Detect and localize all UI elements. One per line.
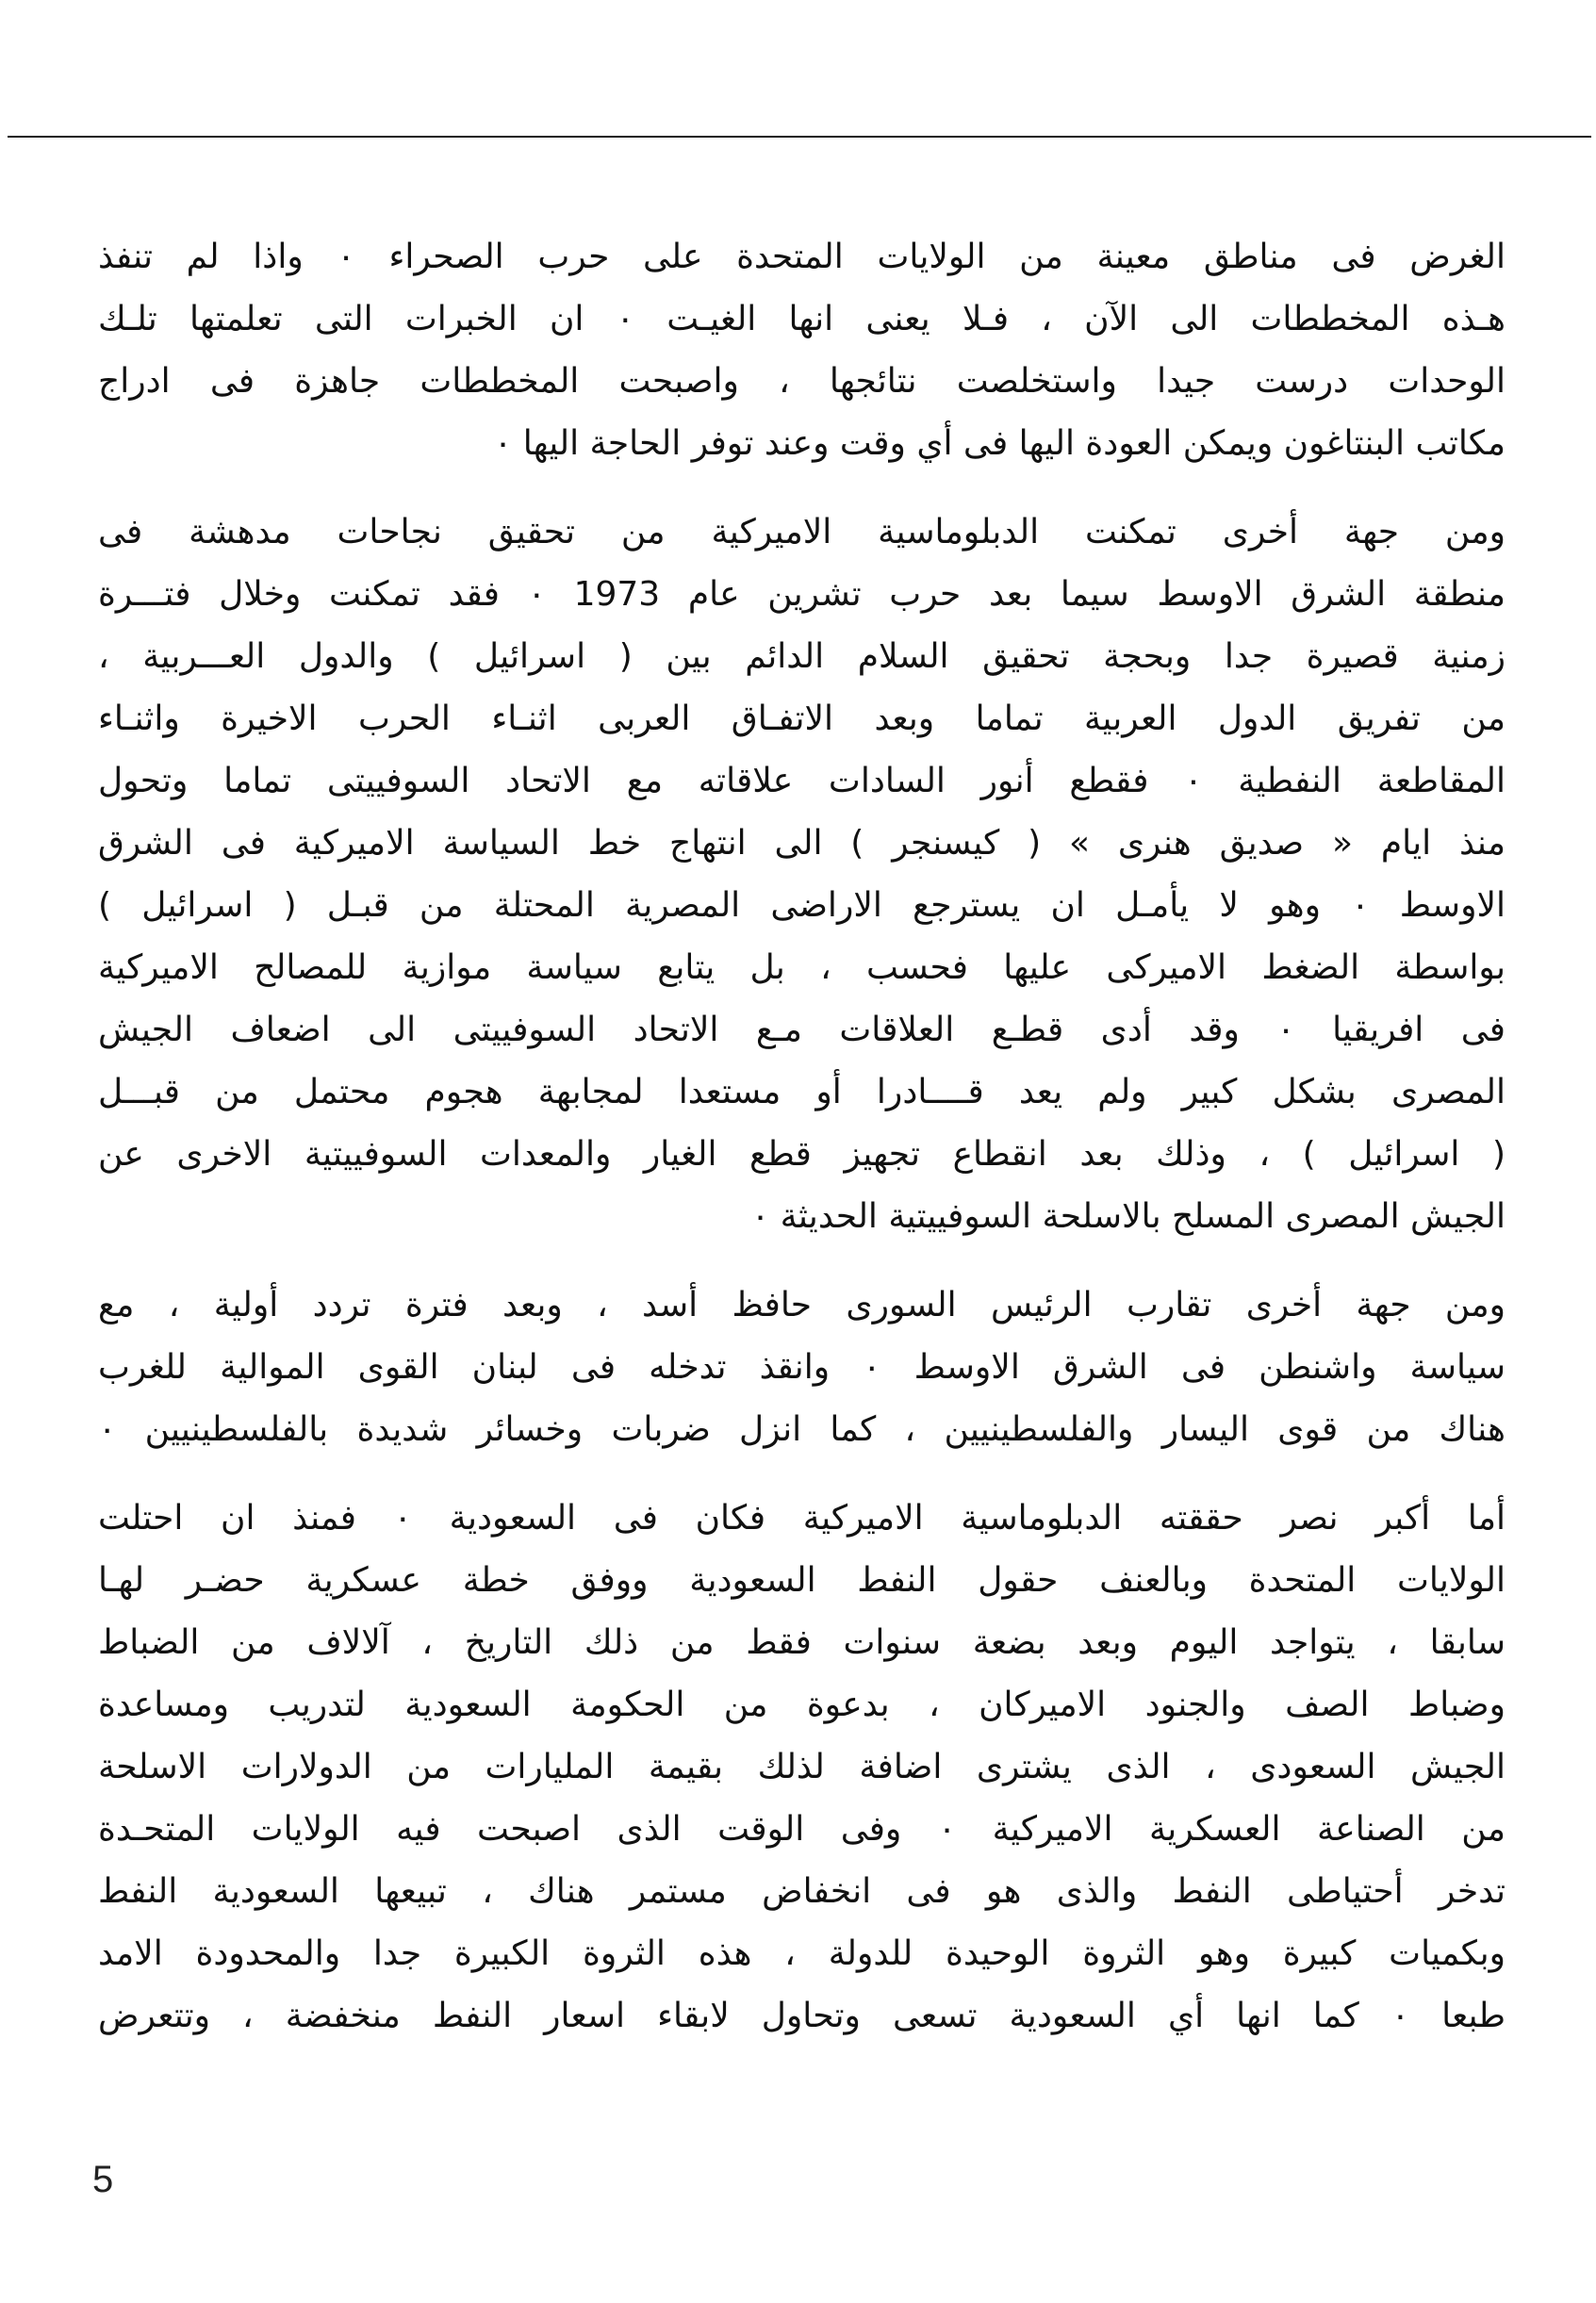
text-line: المصرى بشكل كبير ولم يعد قــــادرا أو مستعدا لمجابهة هجوم محتمل من قبـــل bbox=[98, 1073, 1506, 1111]
text-line: ومن جهة أخرى تمكنت الدبلوماسية الاميركية من تحقيق نجاحات مدهشة فى bbox=[98, 513, 1506, 551]
text-line: بواسطة الضغط الاميركى عليها فحسب ، بل يتابع سياسة موازية للمصالح الاميركية bbox=[98, 948, 1506, 987]
text-line: هناك من قوى اليسار والفلسطينيين ، كما انزل ضربات وخسائر شديدة بالفلسطينيين ٠ bbox=[98, 1410, 1506, 1449]
text-line: مكاتب البنتاغون ويمكن العودة اليها فى أي وقت وعند توفر الحاجة اليها ٠ bbox=[493, 424, 1506, 463]
text-line: وضباط الصف والجنود الاميركان ، بدعوة من الحكومة السعودية لتدريب ومساعدة bbox=[98, 1686, 1506, 1724]
paragraph-2 bbox=[98, 502, 1506, 1248]
text-line: الولايات المتحدة وبالعنف حقول النفط السعودية ووفق خطة عسكرية حضـر لهـا bbox=[98, 1561, 1506, 1600]
text-line: تدخر أحتياطى النفط والذى هو فى انخفاض مستمر هناك ، تبيعها السعودية النفط bbox=[98, 1872, 1506, 1911]
text-line: الجيش المصرى المسلح بالاسلحة السوفييتية الحديثة ٠ bbox=[750, 1197, 1506, 1236]
text-line: ومن جهة أخرى تقارب الرئيس السورى حافظ أسد ، وبعد فترة تردد أولية ، مع bbox=[98, 1286, 1506, 1324]
text-line: طبعا ٠ كما انها أي السعودية تسعى وتحاول لابقاء اسعار النفط منخفضة ، وتتعرض bbox=[98, 1997, 1506, 2035]
text-line: سابقا ، يتواجد اليوم وبعد بضعة سنوات فقط من ذلك التاريخ ، آلالاف من الضباط bbox=[98, 1623, 1506, 1662]
text-line: الغرض فى مناطق معينة من الولايات المتحدة على حرب الصحراء ٠ واذا لم تنفذ bbox=[98, 238, 1506, 276]
text-line: زمنية قصيرة جدا وبحجة تحقيق السلام الدائم بين ( اسرائيل ) والدول العـــربية ، bbox=[98, 637, 1506, 676]
paragraph-4 bbox=[98, 1488, 1506, 2048]
text-line: سياسة واشنطن فى الشرق الاوسط ٠ وانقذ تدخله فى لبنان القوى الموالية للغرب bbox=[98, 1348, 1506, 1387]
text-line: هـذه المخططات الى الآن ، فـلا يعنى انها الغيـت ٠ ان الخبرات التى تعلمتها تلـك bbox=[98, 300, 1506, 338]
text-line: الاوسط ٠ وهو لا يأمـل ان يسترجع الاراضى المصرية المحتلة من قبـل ( اسرائيل ) bbox=[98, 886, 1506, 925]
paragraph-1 bbox=[98, 226, 1506, 475]
header-rule bbox=[8, 136, 1591, 138]
text-line: من تفريق الدول العربية تماما وبعد الاتفـاق العربى اثنـاء الحرب الاخيرة واثنـاء bbox=[98, 699, 1506, 738]
text-line: المقاطعة النفطية ٠ فقطع أنور السادات علاقاته مع الاتحاد السوفييتى تماما وتحول bbox=[98, 762, 1506, 800]
text-line: وبكميات كبيرة وهو الثروة الوحيدة للدولة ، هذه الثروة الكبيرة جدا والمحدودة الامد bbox=[98, 1934, 1506, 1973]
text-line: ( اسرائيل ) ، وذلك بعد انقطاع تجهيز قطع الغيار والمعدات السوفييتية الاخرى عن bbox=[98, 1135, 1506, 1174]
text-line: أما أكبر نصر حققته الدبلوماسية الاميركية فكان فى السعودية ٠ فمنذ ان احتلت bbox=[98, 1499, 1506, 1538]
page-number: 5 bbox=[92, 2159, 114, 2200]
text-line: منطقة الشرق الاوسط سيما بعد حرب تشرين عام 1973 ٠ فقد تمكنت وخلال فتـــرة bbox=[98, 575, 1506, 614]
paragraph-3 bbox=[98, 1275, 1506, 1461]
text-line: الجيش السعودى ، الذى يشترى اضافة لذلك بقيمة المليارات من الدولارات الاسلحة bbox=[98, 1748, 1506, 1786]
page-body bbox=[98, 226, 1506, 2074]
text-line: فى افريقيا ٠ وقد أدى قطـع العلاقات مـع الاتحاد السوفييتى الى اضعاف الجيش bbox=[98, 1011, 1506, 1049]
text-line: منذ ايام « صديق هنرى » ( كيسنجر ) الى انتهاج خط السياسة الاميركية فى الشرق bbox=[98, 824, 1506, 863]
text-line: الوحدات درست جيدا واستخلصت نتائجها ، واصبحت المخططات جاهزة فى ادراج bbox=[98, 362, 1506, 401]
text-line: من الصناعة العسكرية الاميركية ٠ وفى الوقت الذى اصبحت فيه الولايات المتحـدة bbox=[98, 1810, 1506, 1849]
